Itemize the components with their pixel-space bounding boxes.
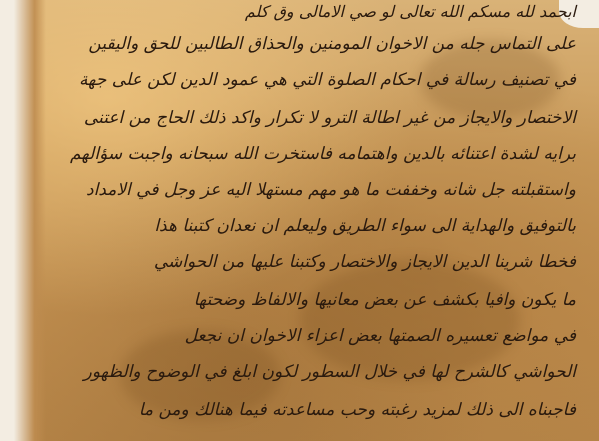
manuscript-line: ابحمد لله مسكم الله تعالى لو صي الامالى وق كلم	[244, 2, 576, 21]
manuscript-line: في تصنيف رسالة في احكام الصلوة التي هي عمود الدين لكن على جهة	[78, 70, 576, 90]
manuscript-line: على التماس جله من الاخوان المومنين والحذاق الطالبين للحق واليقين	[88, 34, 576, 54]
manuscript-line: بالتوفيق والهداية الى سواء الطريق وليعلم ان نعدان كتبنا هذا	[154, 216, 576, 236]
page-edge	[0, 0, 46, 441]
manuscript-line: الاختصار والايجاز من غير اطالة الترو لا تكرار واكد ذلك الحاج من اعتنى	[83, 108, 576, 128]
manuscript-line: برايه لشدة اعتنائه بالدين واهتمامه فاستخرت الله سبحانه واجبت سؤالهم	[70, 144, 576, 164]
manuscript-line: فاجبناه الى ذلك لمزيد رغبته وحب مساعدته فيما هنالك ومن ما	[138, 400, 576, 420]
manuscript-text	[56, 0, 576, 441]
manuscript-line: في مواضع تعسيره الصمتها بعض اعزاء الاخوان ان نجعل	[184, 326, 576, 346]
manuscript-line: واستقبلته جل شانه وخففت ما هو مهم مستهلا اليه عز وجل في الامداد	[86, 180, 576, 200]
manuscript-line: ما يكون وافيا بكشف عن بعض معانيها والالفاظ وضحتها	[193, 290, 576, 310]
manuscript-line: الحواشي كالشرح لها في خلال السطور لكون ابلغ في الوضوح والظهور	[83, 362, 576, 382]
manuscript-line: فخطا شرينا الدين الايجاز والاختصار وكتبنا عليها من الحواشي	[153, 252, 576, 272]
